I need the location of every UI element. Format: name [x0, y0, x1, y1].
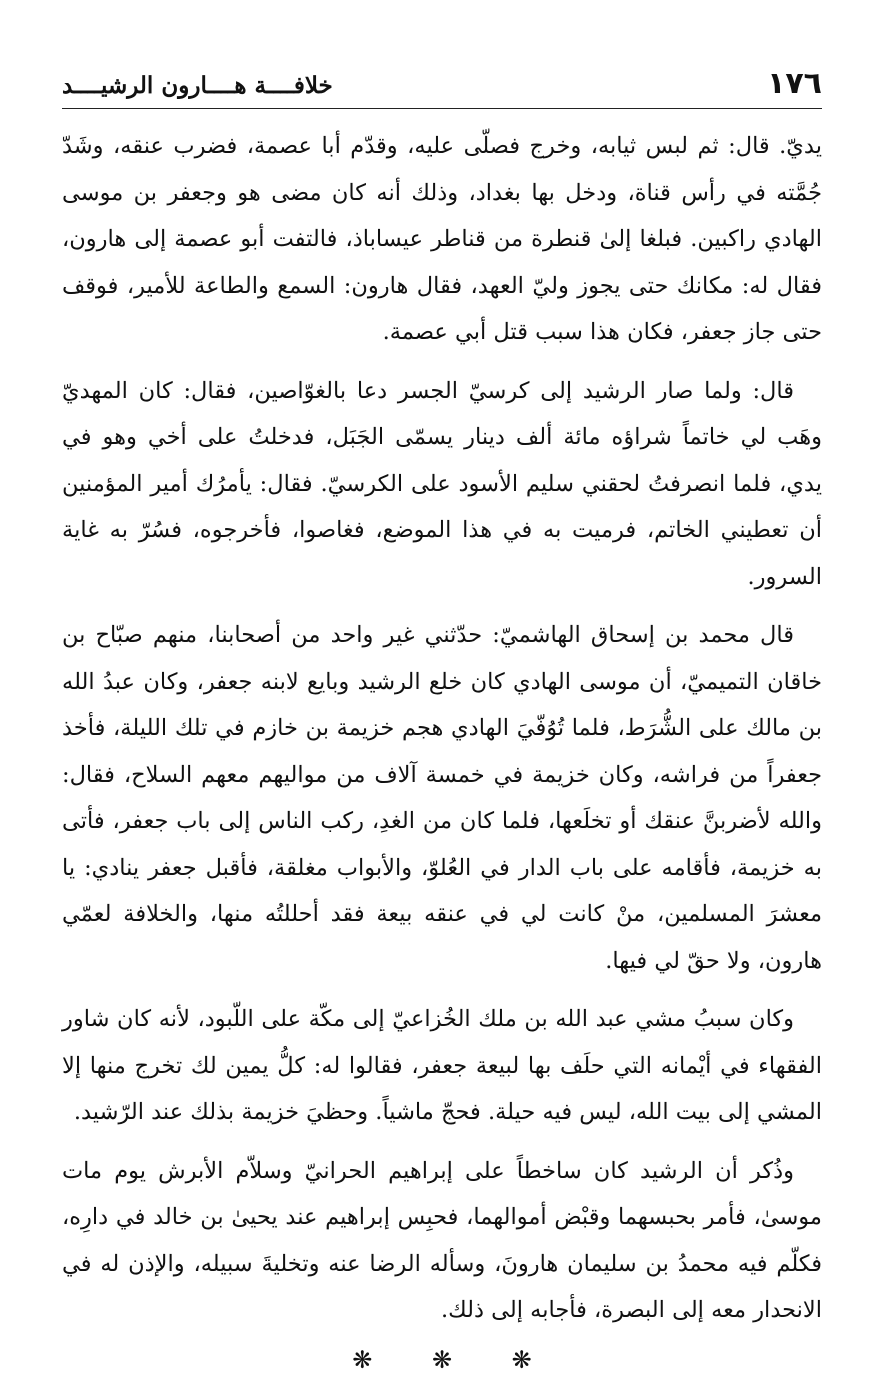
page-body	[62, 123, 822, 1374]
paragraph-3: قال محمد بن إسحاق الهاشميّ: حدّثني غير واحد من أصحابنا، منهم صبّاح بن خاقان التميميّ، أن موسى الهادي كان خلع الرشيد وبايع لابنه جعفر، وكان عبدُ الله بن مالك على الشُّرَط، فلما تُوُفّيَ الهادي هجم خزيمة بن خازم في تلك الليلة، فأخذ جعفراً من فراشه، وكان خزيمة في خمسة آلاف من مواليهم معهم السلاح، فقال: والله لأضربنَّ عنقك أو تخلَعها، فلما كان من الغدِ، ركب الناس إلى باب جعفر، فأتى به خزيمة، فأقامه على باب الدار في العُلوّ، والأبواب مغلقة، فأقبل جعفر ينادي: يا معشرَ المسلمين، منْ كانت لي في عنقه بيعة فقد أحللتُه منها، والخلافة لعمّي هارون، ولا حقّ لي فيها.	[62, 622, 822, 974]
paragraph-5: وذُكر أن الرشيد كان ساخطاً على إبراهيم الحرانيّ وسلاّم الأبرش يوم مات موسىٰ، فأمر بحبسهما وقبْض أموالهما، فحبِس إبراهيم عند يحيىٰ بن خالد في دارِه، فكلّم فيه محمدُ بن سليمان هارونَ، وسأله الرضا عنه وتخليةَ سبيله، والإذن له في الانحدار معه إلى البصرة، فأجابه إلى ذلك.	[62, 1157, 822, 1323]
page-number: ١٧٦	[767, 66, 822, 101]
running-title: خلافــــة هــــارون الرشيــــد	[62, 72, 333, 99]
paragraph-1: يديّ. قال: ثم لبس ثيابه، وخرج فصلّى عليه، وقدّم أبا عصمة، فضرب عنقه، وشَدّ جُمَّته في رأس قناة، ودخل بها بغداد، وذلك أنه كان مضى هو وجعفر بن موسى الهادي راكبين. فبلغا إلىٰ قنطرة من قناطر عيساباذ، فالتفت أبو عصمة إلى هارون، فقال له: مكانك حتى يجوز وليّ العهد، فقال هارون: السمع والطاعة للأمير، فوقف حتى جاز جعفر، فكان هذا سبب قتل أبي عصمة.	[62, 133, 822, 345]
paragraph-4: وكان سببُ مشي عبد الله بن ملك الخُزاعيّ إلى مكّة على اللّبود، لأنه كان شاور الفقهاء في أيْمانه التي حلَف بها لبيعة جعفر، فقالوا له: كلُّ يمين لك تخرج منها إلا المشي إلى بيت الله، ليس فيه حيلة. فحجّ ماشياً. وحظيَ خزيمة بذلك عند الرّشيد.	[62, 1006, 822, 1125]
paragraph-2: قال: ولما صار الرشيد إلى كرسيّ الجسر دعا بالغوّاصين، فقال: كان المهديّ وهَب لي خاتماً شراؤه مائة ألف دينار يسمّى الجَبَل، فدخلتُ على أخي وهو في يدي، فلما انصرفتُ لحقني سليم الأسود على الكرسيّ. فقال: يأمرُك أمير المؤمنين أن تعطيني الخاتم، فرميت به في هذا الموضع، فغاصوا، فأخرجوه، فسُرّ به غاية السرور.	[62, 377, 822, 590]
book-page	[62, 60, 822, 1374]
page-header	[62, 60, 822, 109]
section-separator: ❋ ❋ ❋	[352, 1345, 558, 1374]
